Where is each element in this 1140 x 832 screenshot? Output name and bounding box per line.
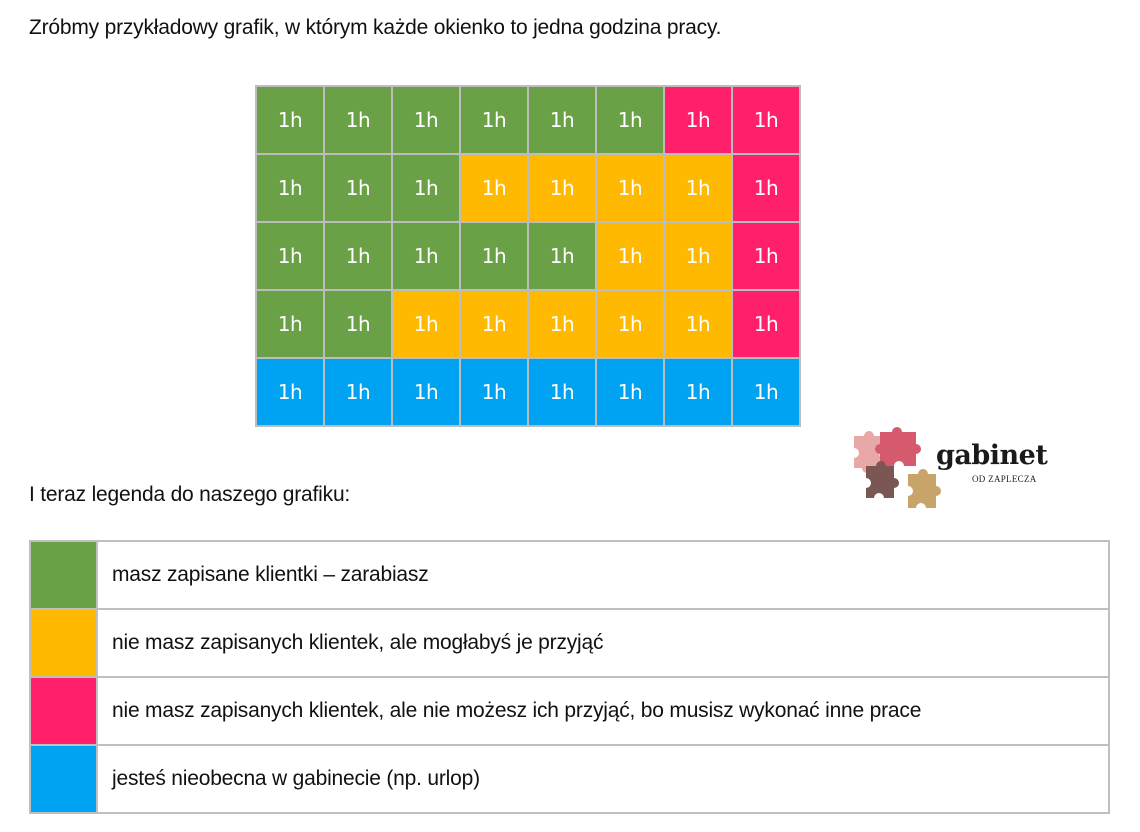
schedule-cell-yellow: 1h [393, 291, 459, 357]
schedule-cell-pink: 1h [733, 87, 799, 153]
schedule-cell-green: 1h [393, 155, 459, 221]
logo-wordmark: gabinet [936, 440, 1048, 471]
schedule-cell-green: 1h [257, 155, 323, 221]
legend-text: nie masz zapisanych klientek, ale nie możesz ich przyjąć, bo musisz wykonać inne prace [112, 699, 922, 722]
legend-swatch-green [31, 542, 98, 608]
logo [848, 426, 1058, 516]
schedule-cell-blue: 1h [733, 359, 799, 425]
schedule-cell-blue: 1h [665, 359, 731, 425]
schedule-cell-green: 1h [461, 223, 527, 289]
schedule-cell-yellow: 1h [461, 291, 527, 357]
puzzle-pieces-icon [848, 426, 948, 516]
schedule-cell-green: 1h [393, 87, 459, 153]
schedule-cell-blue: 1h [393, 359, 459, 425]
legend-swatch-blue [31, 746, 98, 812]
legend-swatch-yellow [31, 610, 98, 676]
schedule-cell-yellow: 1h [529, 291, 595, 357]
intro-text: Zróbmy przykładowy grafik, w którym każde okienko to jedna godzina pracy. [29, 16, 722, 39]
schedule-cell-yellow: 1h [665, 291, 731, 357]
schedule-cell-blue: 1h [325, 359, 391, 425]
logo-subtitle: OD ZAPLECZA [972, 474, 1037, 484]
schedule-cell-yellow: 1h [597, 155, 663, 221]
schedule-cell-pink: 1h [733, 223, 799, 289]
schedule-cell-green: 1h [529, 87, 595, 153]
schedule-cell-blue: 1h [461, 359, 527, 425]
legend-row [31, 542, 1108, 610]
legend-text: masz zapisane klientki – zarabiasz [112, 563, 429, 586]
schedule-cell-pink: 1h [733, 291, 799, 357]
schedule-cell-green: 1h [529, 223, 595, 289]
schedule-cell-pink: 1h [733, 155, 799, 221]
schedule-cell-green: 1h [393, 223, 459, 289]
legend-table [29, 540, 1110, 814]
schedule-cell-green: 1h [257, 223, 323, 289]
schedule-cell-green: 1h [257, 291, 323, 357]
legend-text: nie masz zapisanych klientek, ale mogłabyś je przyjąć [112, 631, 604, 654]
schedule-cell-blue: 1h [529, 359, 595, 425]
schedule-cell-yellow: 1h [665, 223, 731, 289]
schedule-cell-green: 1h [325, 87, 391, 153]
schedule-cell-yellow: 1h [597, 223, 663, 289]
legend-title: I teraz legenda do naszego grafiku: [29, 483, 351, 506]
schedule-cell-yellow: 1h [665, 155, 731, 221]
schedule-cell-yellow: 1h [597, 291, 663, 357]
schedule-cell-blue: 1h [257, 359, 323, 425]
legend-swatch-pink [31, 678, 98, 744]
schedule-grid [255, 85, 801, 427]
schedule-cell-blue: 1h [597, 359, 663, 425]
schedule-cell-green: 1h [325, 291, 391, 357]
schedule-cell-green: 1h [597, 87, 663, 153]
schedule-cell-yellow: 1h [461, 155, 527, 221]
schedule-cell-yellow: 1h [529, 155, 595, 221]
schedule-cell-green: 1h [257, 87, 323, 153]
schedule-cell-green: 1h [461, 87, 527, 153]
legend-row [31, 678, 1108, 746]
schedule-cell-pink: 1h [665, 87, 731, 153]
legend-row [31, 746, 1108, 812]
legend-text: jesteś nieobecna w gabinecie (np. urlop) [112, 767, 480, 790]
schedule-cell-green: 1h [325, 223, 391, 289]
schedule-cell-green: 1h [325, 155, 391, 221]
legend-row [31, 610, 1108, 678]
